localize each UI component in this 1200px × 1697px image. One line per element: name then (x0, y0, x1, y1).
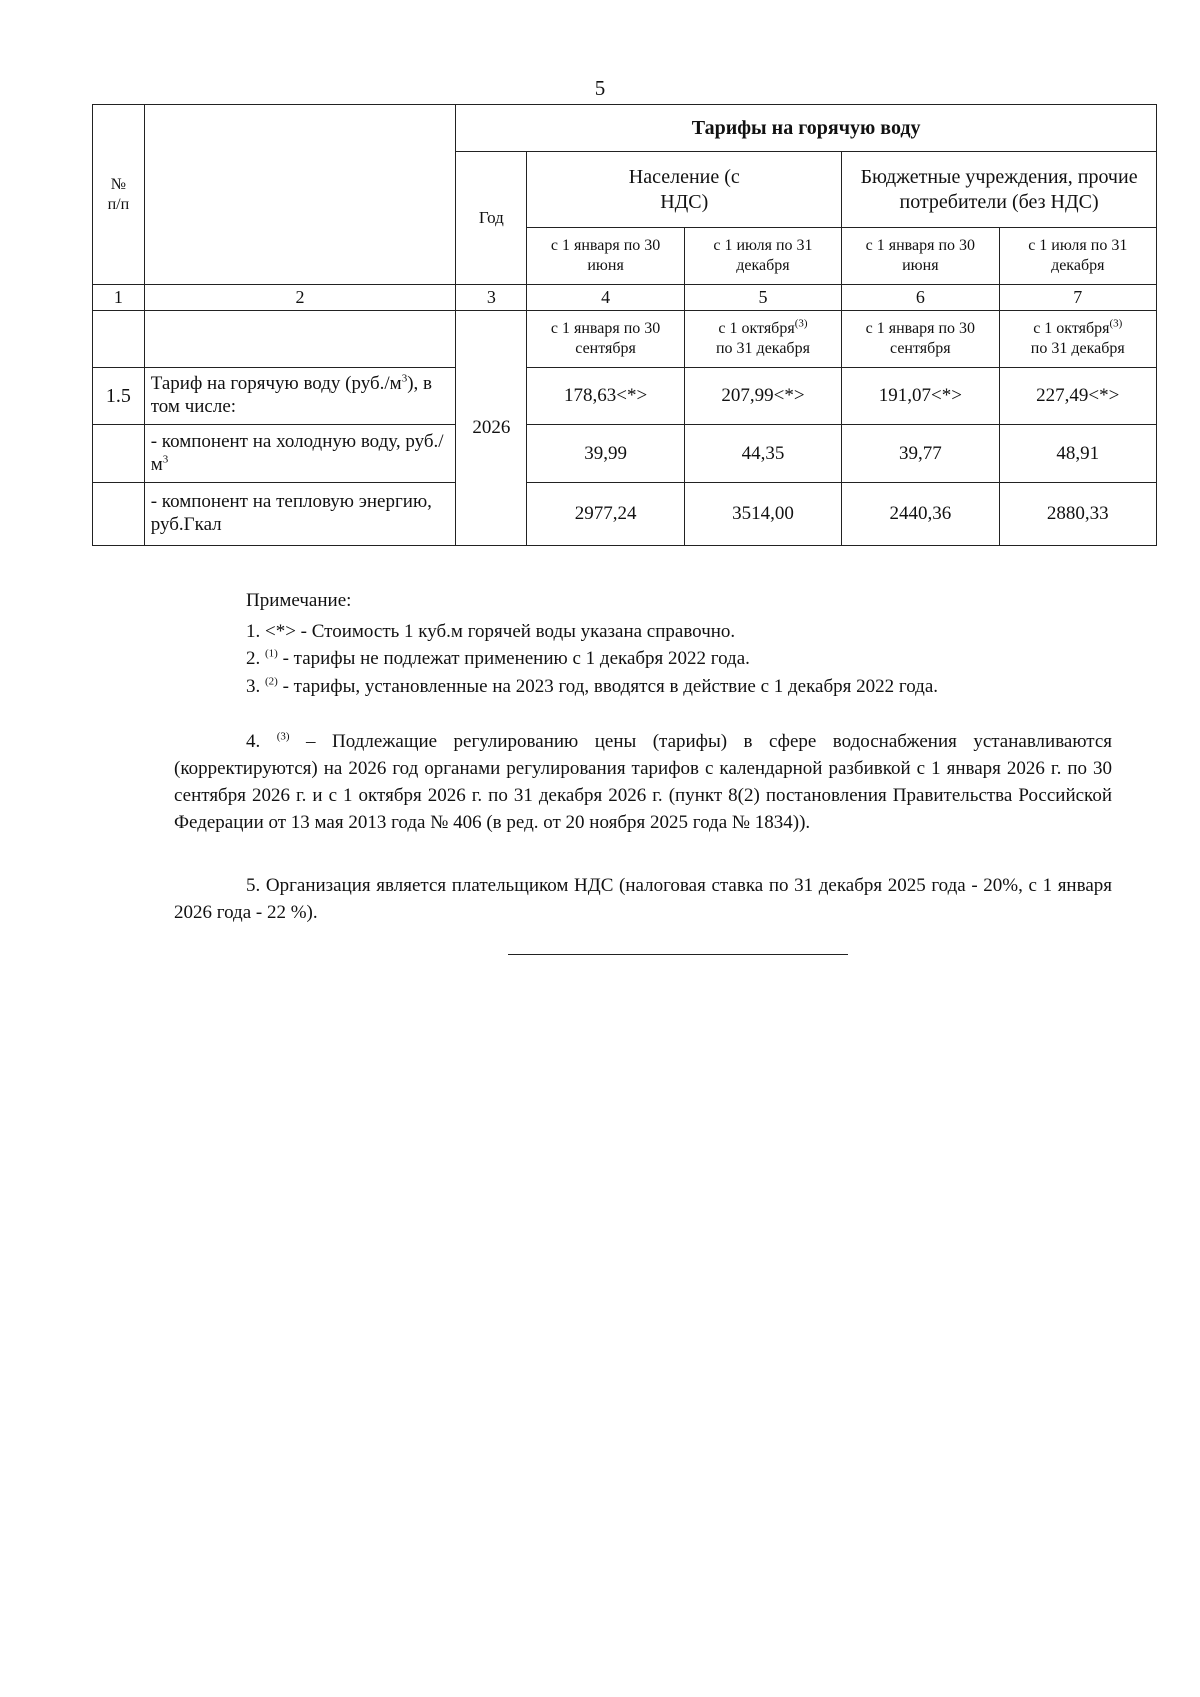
column-number: 5 (684, 285, 841, 311)
row-name: - компонент на холодную воду, $руб./м^3$ (144, 425, 456, 483)
closing-rule (508, 954, 848, 955)
tariff-value: 48,91 (999, 425, 1156, 483)
column-number: 2 (144, 285, 456, 311)
note-4: 4. $^{(3)}$ – Подлежащие регулированию цены (тарифы) в сфере водоснабжения устанавливаются (корректируются) на 2026 год органами регулирования тарифов с календарной разбивкой с 1 января 2026 г. по 30 сентября 2026 г. и с 1 октября 2026 г. по 31 декабря 2026 г. (пункт 8(2) постановления Правительства Российской Федерации от 13 мая 2013 года № 406 (в ред. от 20 ноября 2025 года № 1834)). (174, 730, 1113, 833)
row-name: - компонент на тепловую энергию, руб.Гкал (144, 483, 456, 546)
period-2026: с 1 января по 30 сентября (527, 311, 684, 368)
tariff-value: 227,49<*> (999, 368, 1156, 425)
tariff-value: 191,07<*> (842, 368, 999, 425)
notes-title: Примечание: (246, 590, 352, 611)
column-number: 6 (842, 285, 999, 311)
tariff-value: 44,35 (684, 425, 841, 483)
tariff-table (92, 104, 1157, 546)
tariff-value: 39,77 (842, 425, 999, 483)
table-row (93, 368, 1157, 425)
note-2: 2. $^{(1)}$ - тарифы не подлежат применению с 1 декабря 2022 года. (246, 647, 750, 669)
row-number (93, 425, 145, 483)
column-number: 4 (527, 285, 684, 311)
period-footnote-mark: (3) (1109, 317, 1123, 330)
period-2026 (999, 311, 1156, 368)
tariff-value: 2440,36 (842, 483, 999, 546)
tariff-value: 178,63<*> (527, 368, 684, 425)
note-5: 5. Организация является плательщиком НДС (налоговая ставка по 31 декабря 2025 года - 20%, с 1 января 2026 года - 22 %). (174, 875, 1112, 923)
population-header: Население (с НДС) (527, 152, 842, 228)
period-start: с 1 октября (718, 320, 795, 337)
period-2026 (684, 311, 841, 368)
tariff-value: 3514,00 (684, 483, 841, 546)
year-header: Год (456, 152, 527, 285)
period-2026: с 1 января по 30 сентября (842, 311, 999, 368)
col-num-header: № п/п (93, 105, 145, 285)
period-end: по 31 декабря (1030, 340, 1125, 357)
period-start: с 1 октября (1033, 320, 1110, 337)
tariffs-header: Тарифы на горячую воду (456, 105, 1157, 152)
period-footnote-mark: (3) (794, 317, 808, 330)
tariff-value: 39,99 (527, 425, 684, 483)
period-header: с 1 января по 30 июня (527, 228, 684, 285)
note-3: 3. $^{(2)}$ - тарифы, установленные на 2023 год, вводятся в действие с 1 декабря 2022 года. (246, 675, 939, 697)
row-name: Тариф на горячую воду $(руб./м^3)$, в том числе: (144, 368, 456, 425)
empty-cell (144, 311, 456, 368)
tariff-value: 2977,24 (527, 483, 684, 546)
year-cell: 2026 (456, 311, 527, 546)
period-header: с 1 июля по 31 декабря (684, 228, 841, 285)
empty-cell (93, 311, 145, 368)
period-header: с 1 января по 30 июня (842, 228, 999, 285)
tariff-value: 2880,33 (999, 483, 1156, 546)
row-number: 1.5 (93, 368, 145, 425)
period-end: по 31 декабря (715, 340, 810, 357)
table-row (93, 483, 1157, 546)
table-row (93, 425, 1157, 483)
col-name-header (144, 105, 456, 285)
tariff-value: 207,99<*> (684, 368, 841, 425)
column-number: 7 (999, 285, 1156, 311)
budget-header: Бюджетные учреждения, прочие потребители (без НДС) (842, 152, 1157, 228)
period-header: с 1 июля по 31 декабря (999, 228, 1156, 285)
column-number: 1 (93, 285, 145, 311)
row-number (93, 483, 145, 546)
page-number: 5 (594, 76, 606, 100)
column-number: 3 (456, 285, 527, 311)
note-1: 1. <*> - Стоимость 1 куб.м горячей воды указана справочно. (246, 621, 736, 642)
